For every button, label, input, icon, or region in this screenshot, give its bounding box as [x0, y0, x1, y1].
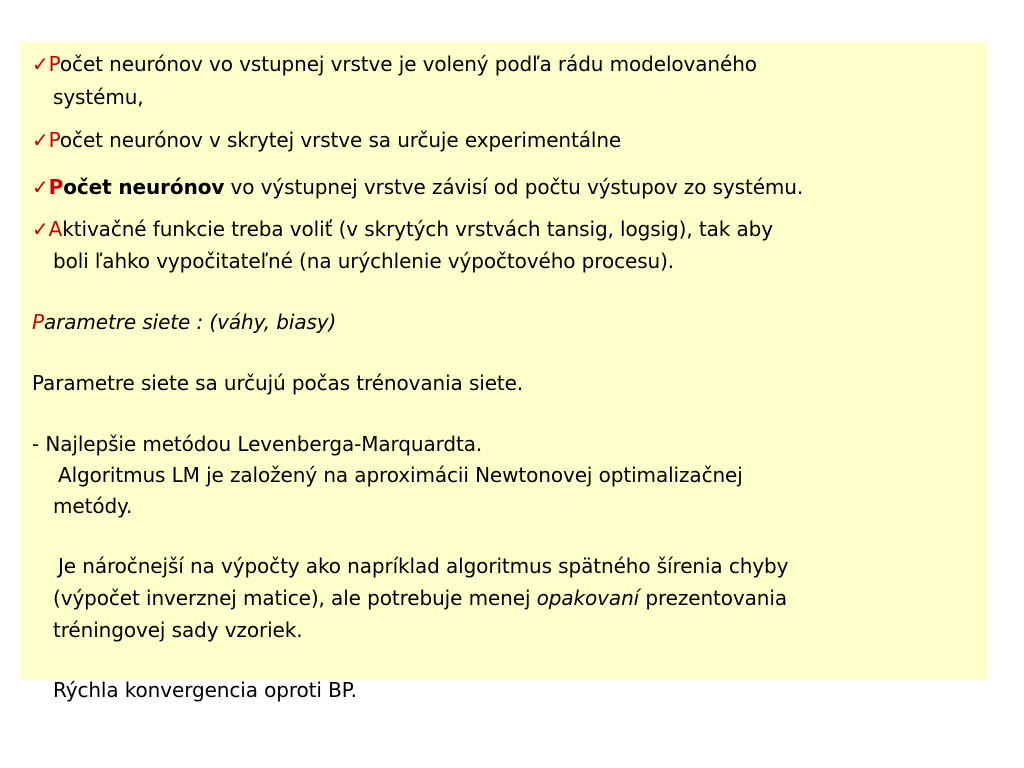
method-line-1: - Najlepšie metódou Levenberga-Marquardta. [32, 432, 483, 456]
bullet-2-line-1 [32, 127, 621, 153]
demanding-italic: opakovaní [536, 586, 640, 610]
bullet-3-text: vo výstupnej vrstve závisí od počtu výstupov zo systému. [224, 175, 804, 199]
bullet-1-text: očet neurónov vo vstupnej vrstve je volený podľa rádu modelovaného [59, 52, 757, 76]
bullet-4-text: ktivačné funkcie treba voliť (v skrytých vrstvách tansig, logsig), tak aby [62, 217, 773, 241]
bullet-1-line-1 [32, 51, 757, 77]
checkmark-icon: ✓ [32, 217, 49, 241]
checkmark-icon: ✓ [32, 128, 49, 152]
bullet-2-initial: P [48, 128, 60, 152]
demanding-line-1: Je náročnejší na výpočty ako napríklad algoritmus spätného šírenia chyby [58, 554, 789, 578]
training-text: Parametre siete sa určujú počas trénovania siete. [32, 371, 524, 395]
bullet-3-line-1 [32, 174, 803, 200]
method-line-2: Algoritmus LM je založený na aproximácii Newtonovej optimalizačnej [58, 463, 743, 487]
bullet-4-line-1 [32, 216, 773, 242]
demanding-line-2 [53, 585, 787, 611]
bullet-2-text: očet neurónov v skrytej vrstve sa určuje experimentálne [59, 128, 622, 152]
bullet-4-line-2: boli ľahko vypočitateľné (na urýchlenie výpočtového procesu). [53, 249, 675, 273]
demanding-line-3: tréningovej sady vzoriek. [53, 618, 303, 642]
bullet-3-initial: P [48, 175, 64, 199]
params-text: arametre siete : (váhy, biasy) [43, 310, 337, 334]
method-line-3: metódy. [53, 494, 133, 518]
bullet-4-initial: A [48, 217, 63, 241]
demanding-line-2-b: prezentovania [639, 586, 787, 610]
params-heading [32, 309, 336, 335]
convergence-text: Rýchla konvergencia oproti BP. [53, 678, 357, 702]
bullet-1-line-2: systému, [53, 85, 144, 109]
bullet-1-initial: P [48, 52, 60, 76]
bullet-3-bold-text: očet neurónov [63, 175, 225, 199]
demanding-line-2-a: (výpočet inverznej matice), ale potrebuje menej [53, 586, 537, 610]
checkmark-icon: ✓ [32, 52, 49, 76]
checkmark-icon: ✓ [32, 175, 49, 199]
params-initial: P [32, 310, 44, 334]
